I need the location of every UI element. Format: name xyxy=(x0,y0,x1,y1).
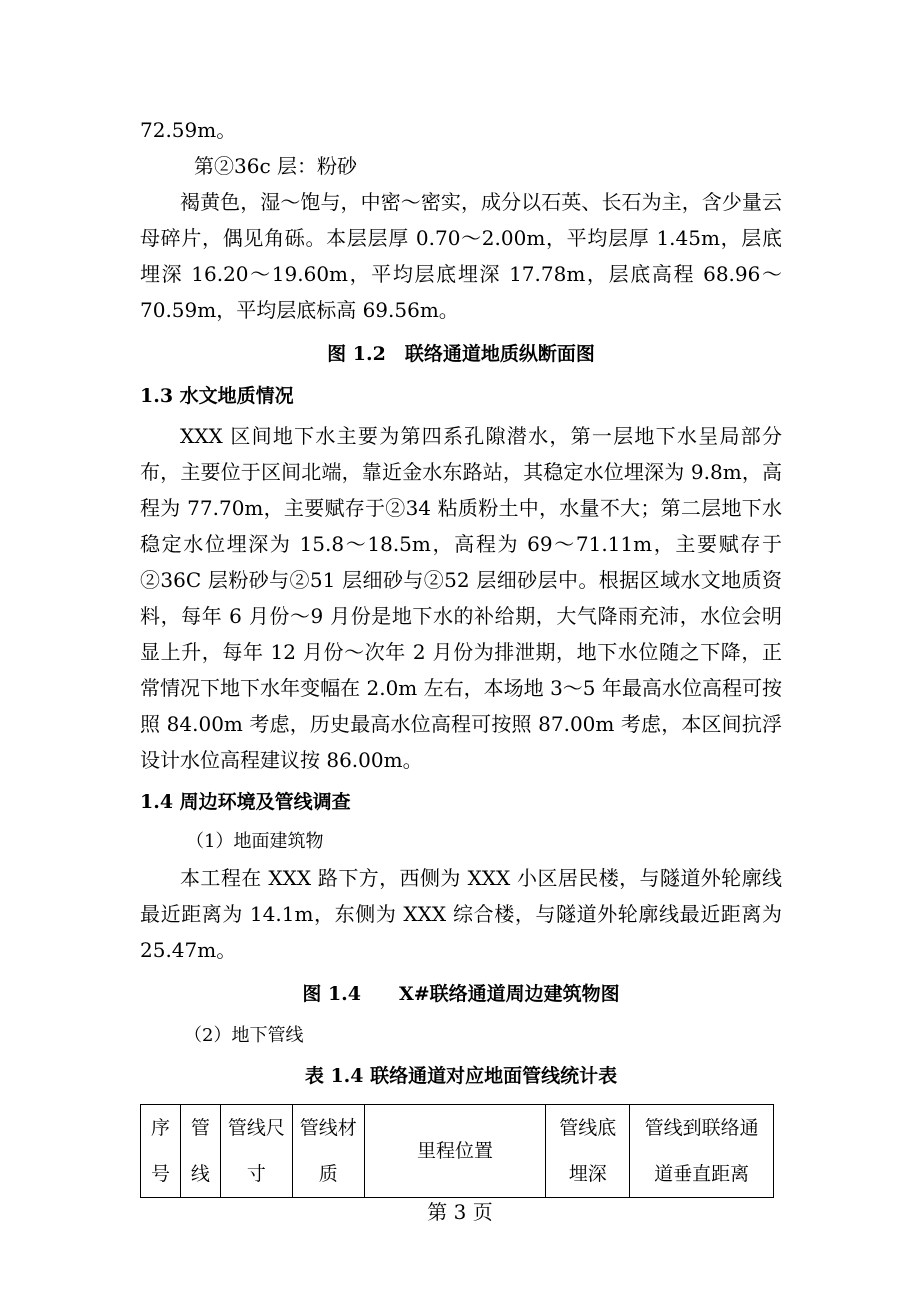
header-cell-distance: 管线到联络通 道垂直距离 xyxy=(630,1105,774,1198)
table-caption-1-4: 表 1.4 联络通道对应地面管线统计表 xyxy=(304,1065,618,1087)
hydrogeology-paragraph: XXX 区间地下水主要为第四系孔隙潜水，第一层地下水呈局部分布，主要位于区间北端，靠近金水东路站，其稳定水位埋深为 9.8m，高程为 77.70m，主要赋存于②34 粘质粉土中，水量不大；第二层地下水稳定水位埋深为 15.8～18.5m，高程为 69～71.11m，主要赋存于②36C 层粉砂与②51 层细砂与②52 层细砂层中。根据区域水文地质资料，每年 6 月份～9 月份是地下水的补给期，大气降雨充沛，水位会明显上升，每年 12 月份～次年 2 月份为排泄期，地下水位随之下降，正常情况下地下水年变幅在 2.0m 左右，本场地 3～5 年最高水位高程可按照 84.00m 考虑，历史最高水位高程可按照 87.00m 考虑，本区间抗浮设计水位高程建议按 86.00m。 xyxy=(140,424,782,772)
header-cell-material: 管线材 质 xyxy=(292,1105,364,1198)
section-heading-1-3: 1.3 水文地质情况 xyxy=(140,385,294,407)
header-cell-depth: 管线底 埋深 xyxy=(546,1105,630,1198)
layer-description: 褐黄色，湿～饱与，中密～密实，成分以石英、长石为主，含少量云母碎片，偶见角砾。本层层厚 0.70～2.00m，平均层厚 1.45m，层底埋深 16.20～19.60m，平均层底埋深 17.78m，层底高程 68.96～70.59m，平均层底标高 69.56m。 xyxy=(140,190,782,322)
text-line-top: 72.59m。 xyxy=(140,118,237,142)
pipeline-table xyxy=(140,1104,774,1198)
list-item-ground-buildings: （1）地面建筑物 xyxy=(186,831,324,852)
document-body xyxy=(140,112,782,1198)
header-cell-index: 序 号 xyxy=(141,1105,181,1198)
table-header-row xyxy=(141,1105,774,1198)
layer-title: 第②36c 层：粉砂 xyxy=(194,154,358,178)
figure-caption-1-4: 图 1.4 X#联络通道周边建筑物图 xyxy=(302,983,620,1005)
header-cell-size: 管线尺 寸 xyxy=(220,1105,292,1198)
buildings-paragraph: 本工程在 XXX 路下方，西侧为 XXX 小区居民楼，与隧道外轮廓线最近距离为 14.1m，东侧为 XXX 综合楼，与隧道外轮廓线最近距离为 25.47m。 xyxy=(140,866,782,962)
list-item-underground-pipelines: （2）地下管线 xyxy=(184,1025,304,1046)
page-number: 第 3 页 xyxy=(427,1200,493,1224)
header-cell-pipeline: 管 线 xyxy=(180,1105,220,1198)
section-heading-1-4: 1.4 周边环境及管线调查 xyxy=(140,791,351,813)
figure-caption-1-2: 图 1.2 联络通道地质纵断面图 xyxy=(327,343,595,365)
header-cell-mileage: 里程位置 xyxy=(364,1105,546,1198)
